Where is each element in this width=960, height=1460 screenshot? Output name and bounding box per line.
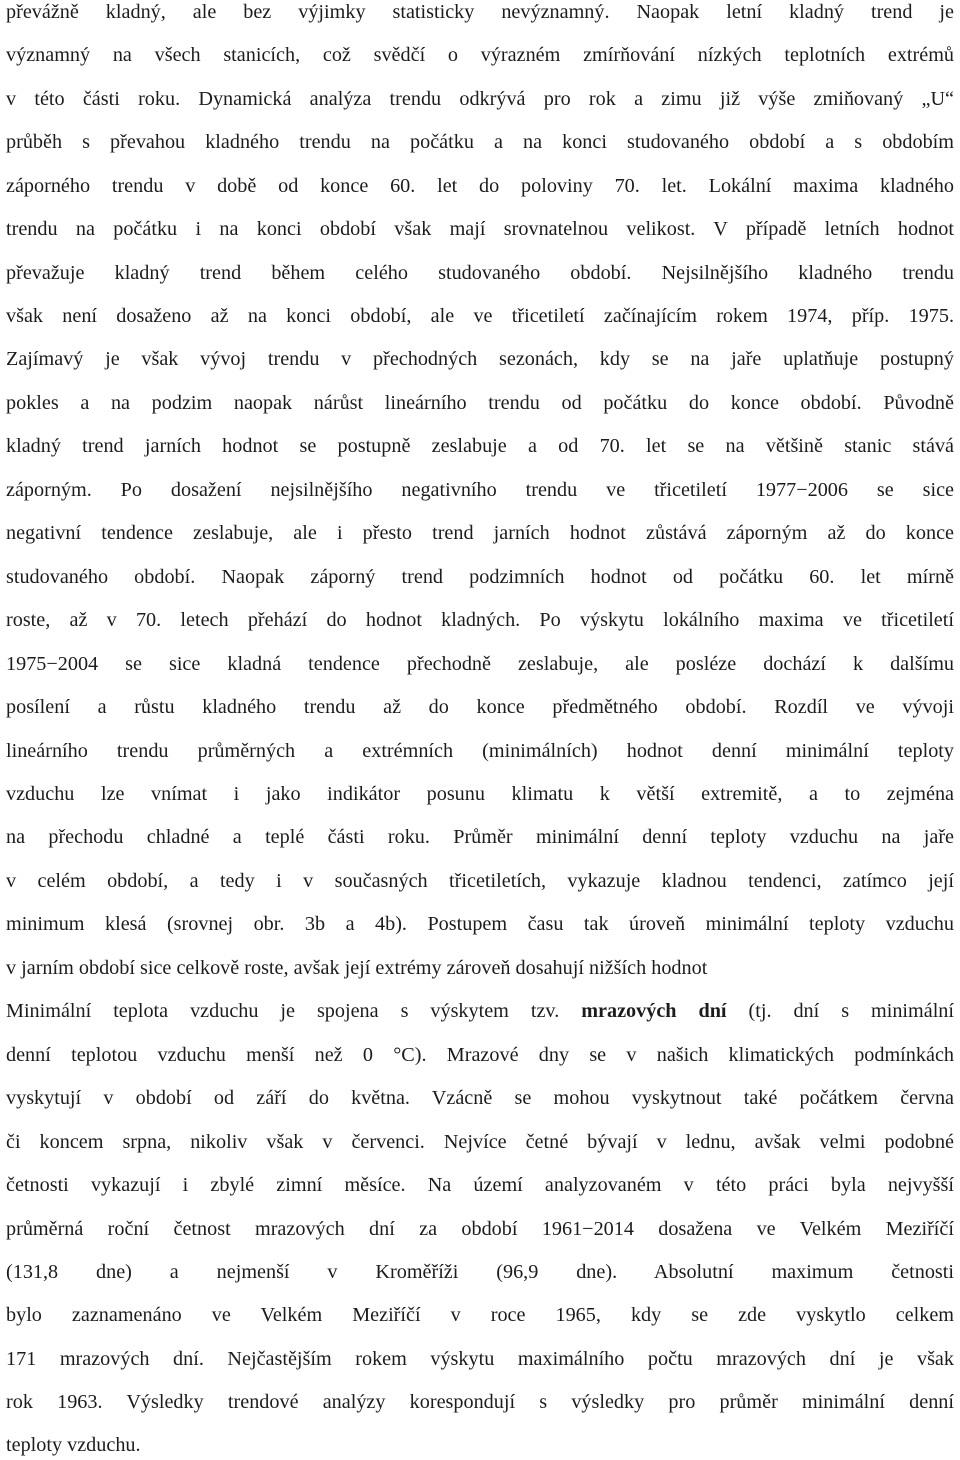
paragraph-2-line-9: 171 mrazových dní. Nejčastějším rokem výskytu maximálního počtu mrazových dní je však: [6, 1348, 954, 1370]
paragraph-1-line-9: Zajímavý je však vývoj trendu v přechodných sezonách, kdy se na jaře uplatňuje postupný: [6, 348, 954, 370]
paragraph-2-line-2: denní teplotou vzduchu menší než 0 °C). Mrazové dny se v našich klimatických podmínkách: [6, 1044, 954, 1066]
paragraph-1-line-10: pokles a na podzim naopak nárůst lineárního trendu od počátku do konce období. Původně: [6, 392, 954, 414]
paragraph-1-line-7: převažuje kladný trend během celého studovaného období. Nejsilnějšího kladného trendu: [6, 262, 954, 284]
paragraph-1-line-11: kladný trend jarních hodnot se postupně zeslabuje a od 70. let se na většině stanic stává: [6, 435, 954, 457]
paragraph-1-line-12: záporným. Po dosažení nejsilnějšího negativního trendu ve třicetiletí 1977−2006 se sice: [6, 479, 954, 501]
text-span: (tj. dní s minimální: [748, 1000, 955, 1022]
paragraph-1-line-20: na přechodu chladné a teplé části roku. Průměr minimální denní teploty vzduchu na jaře: [6, 826, 954, 848]
paragraph-1-line-19: vzduchu lze vnímat i jako indikátor posunu klimatu k větší extremitě, a to zejména: [6, 783, 954, 805]
paragraph-1-line-15: roste, až v 70. letech přehází do hodnot kladných. Po výskytu lokálního maxima ve třicetiletí: [6, 609, 954, 631]
paragraph-1-line-16: 1975−2004 se sice kladná tendence přechodně zeslabuje, ale posléze dochází k dalšímu: [6, 653, 954, 675]
paragraph-1-line-21: v celém období, a tedy i v současných třicetiletích, vykazuje kladnou tendenci, zatímco její: [6, 870, 954, 892]
paragraph-1-line-8: však není dosaženo až na konci období, ale ve třicetiletí začínajícím rokem 1974, příp. 1975.: [6, 305, 954, 327]
paragraph-1-line-5: záporného trendu v době od konce 60. let do poloviny 70. let. Lokální maxima kladného: [6, 175, 954, 197]
paragraph-2-line-4: či koncem srpna, nikoliv však v červenci. Nejvíce četné bývají v lednu, avšak velmi podobné: [6, 1131, 954, 1153]
paragraph-1-line-18: lineárního trendu průměrných a extrémních (minimálních) hodnot denní minimální teploty: [6, 740, 954, 762]
paragraph-1-line-17: posílení a růstu kladného trendu až do konce předmětného období. Rozdíl ve vývoji: [6, 696, 954, 718]
paragraph-1-line-3: v této části roku. Dynamická analýza trendu odkrývá pro rok a zimu již výše zmiňovaný „U“: [6, 88, 954, 110]
paragraph-1-line-6: trendu na počátku i na konci období však mají srovnatelnou velikost. V případě letních hodnot: [6, 218, 954, 240]
paragraph-2-line-3: vyskytují v období od září do května. Vzácně se mohou vyskytnout také počátkem června: [6, 1087, 954, 1109]
paragraph-2-line-10: rok 1963. Výsledky trendové analýzy korespondují s výsledky pro průměr minimální denní: [6, 1391, 954, 1413]
paragraph-2-line-11: teploty vzduchu.: [6, 1434, 141, 1456]
paragraph-2-line-7: (131,8 dne) a nejmenší v Kroměříži (96,9 dne). Absolutní maximum četnosti: [6, 1261, 954, 1283]
text-span: Minimální teplota vzduchu je spojena s výskytem tzv.: [6, 1000, 560, 1022]
paragraph-1-line-1: převážně kladný, ale bez výjimky statisticky nevýznamný. Naopak letní kladný trend je: [6, 1, 954, 23]
paragraph-2-line-8: bylo zaznamenáno ve Velkém Meziříčí v roce 1965, kdy se zde vyskytlo celkem: [6, 1304, 954, 1326]
paragraph-1-line-13: negativní tendence zeslabuje, ale i přesto trend jarních hodnot zůstává záporným až do konce: [6, 522, 954, 544]
paragraph-2-line-6: průměrná roční četnost mrazových dní za období 1961−2014 dosažena ve Velkém Meziříčí: [6, 1218, 954, 1240]
paragraph-1-line-14: studovaného období. Naopak záporný trend podzimních hodnot od počátku 60. let mírně: [6, 566, 954, 588]
paragraph-2-line-1: [6, 996, 954, 1026]
paragraph-1-line-2: významný na všech stanicích, což svědčí o výrazném zmírňování nízkých teplotních extrémů: [6, 44, 954, 66]
paragraph-1-line-23: v jarním období sice celkově roste, avšak její extrémy zároveň dosahují nižších hodnot: [6, 957, 708, 979]
paragraph-2-line-5: četnosti vykazují i zbylé zimní měsíce. Na území analyzovaném v této práci byla nejvyšší: [6, 1174, 954, 1196]
paragraph-1-line-22: minimum klesá (srovnej obr. 3b a 4b). Postupem času tak úroveň minimální teploty vzduchu: [6, 913, 954, 935]
paragraph-1-line-4: průběh s převahou kladného trendu na počátku a na konci studovaného období a s obdobím: [6, 131, 954, 153]
bold-term: mrazových dní: [581, 1000, 727, 1022]
